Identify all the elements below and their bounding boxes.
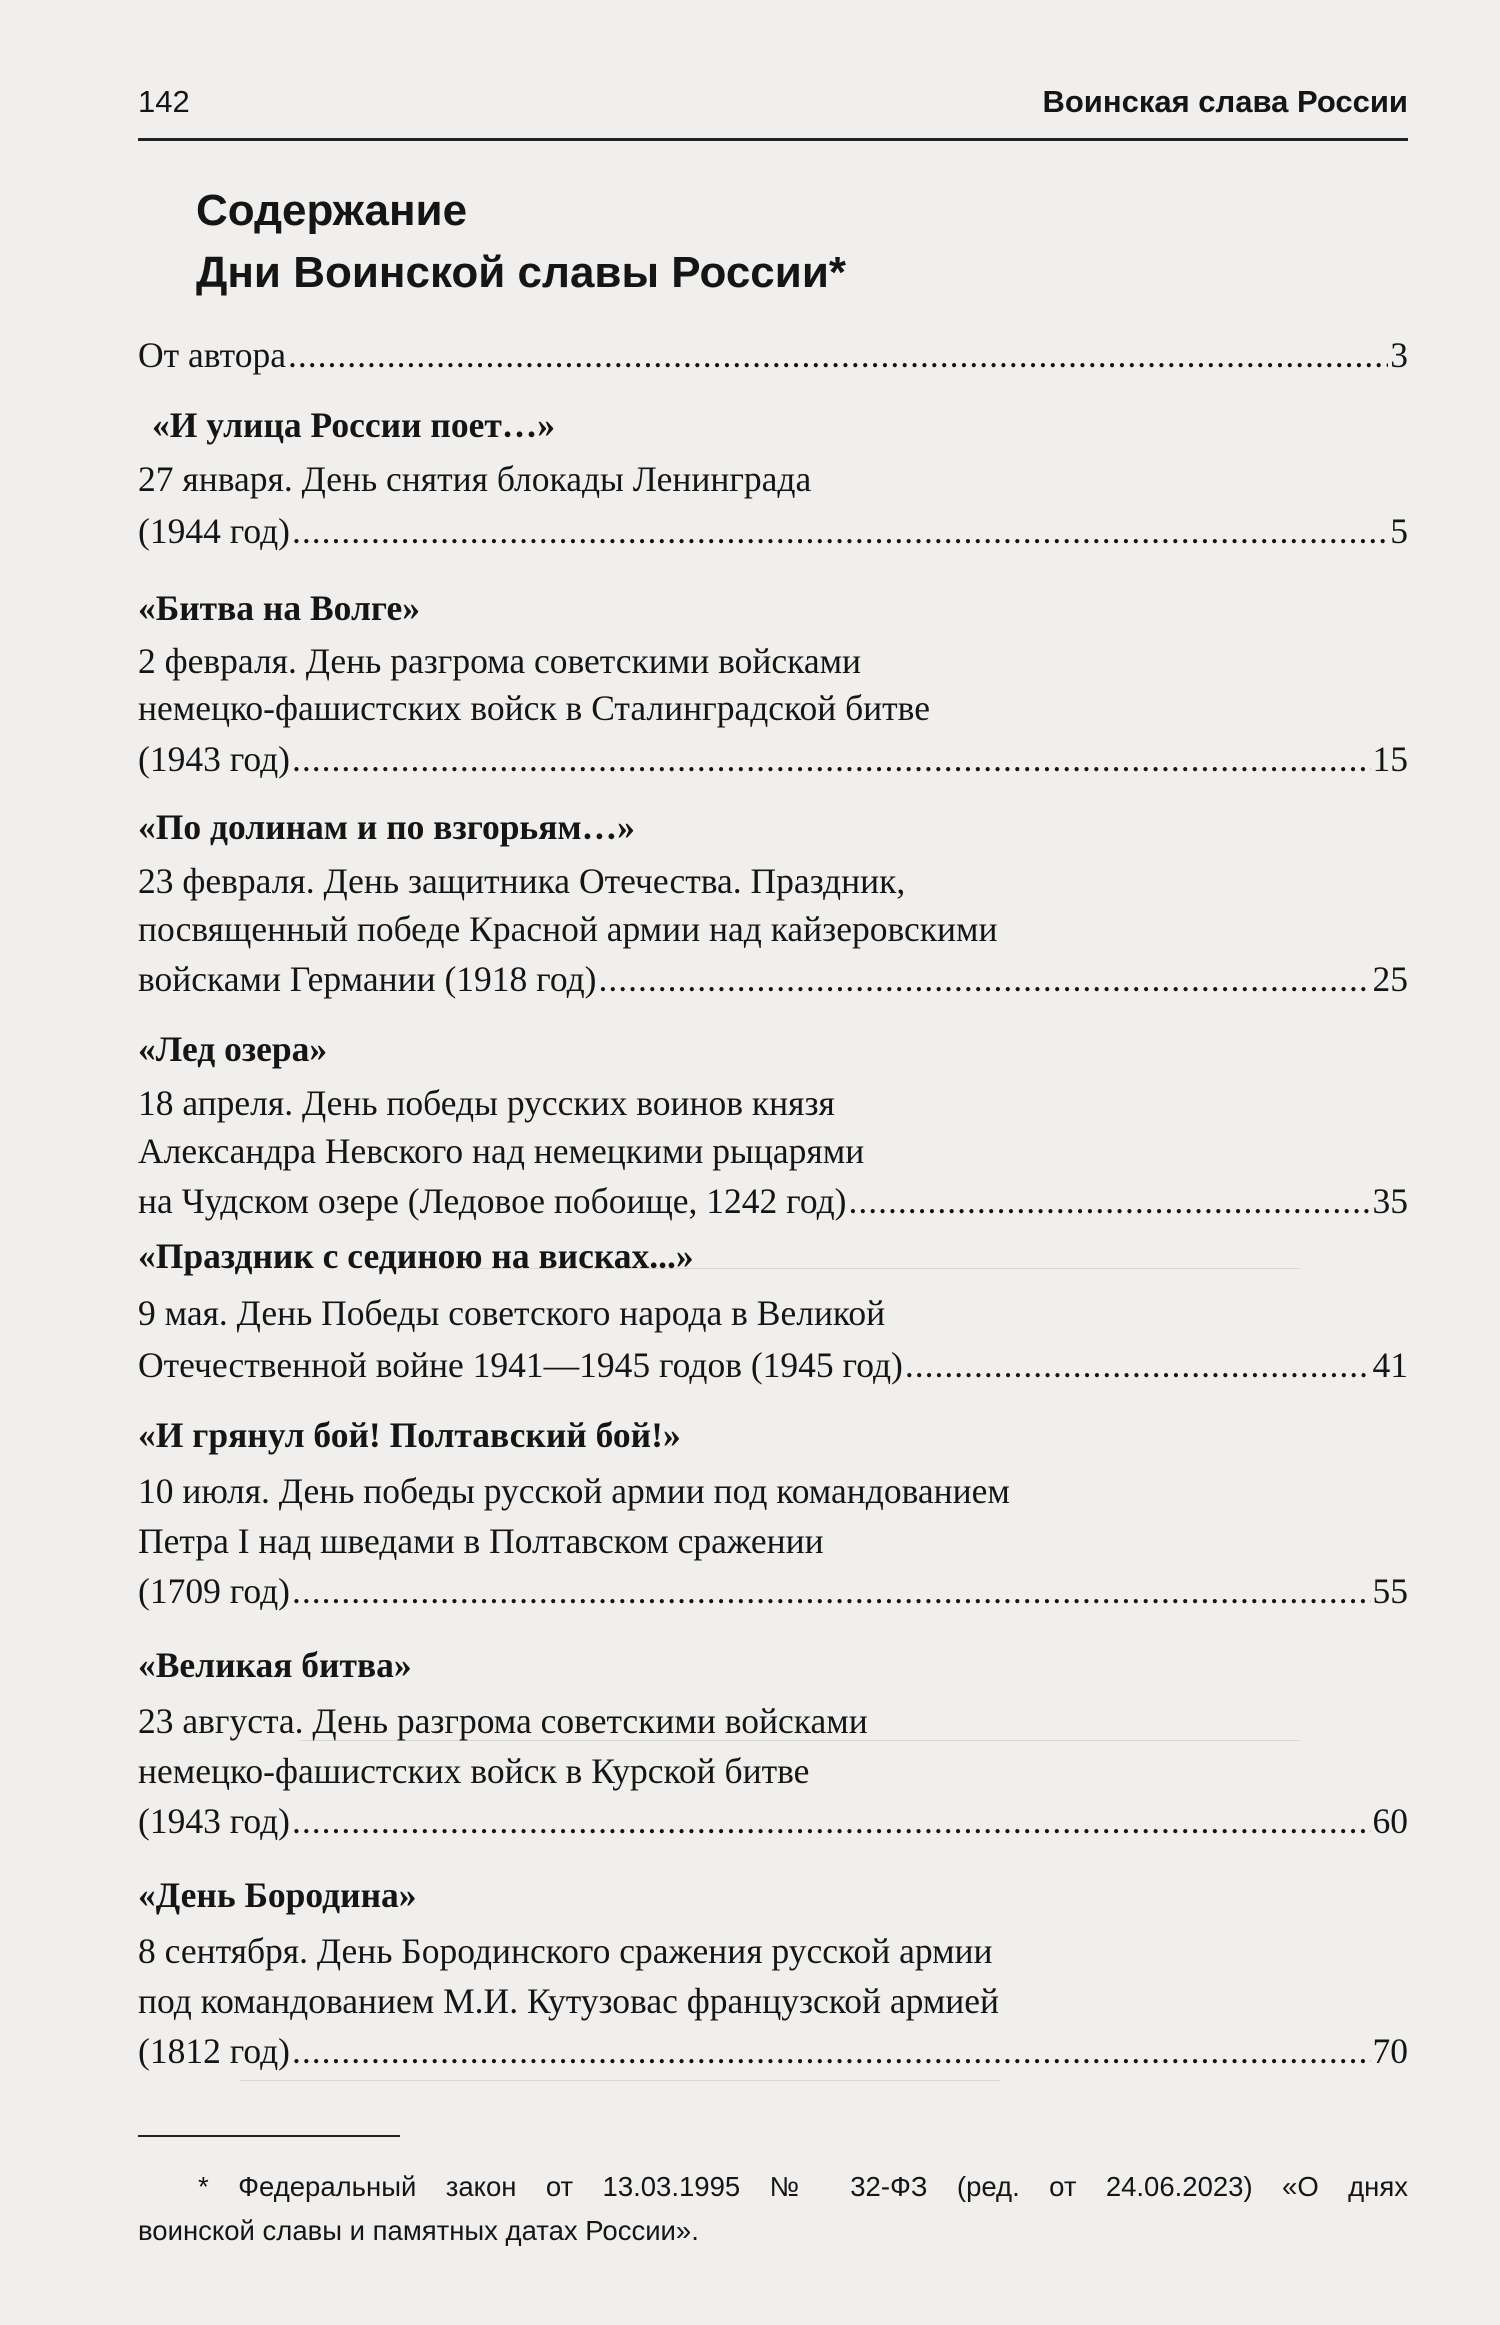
toc-entry-last-line: (1709 год) — [138, 1571, 290, 1611]
contents-heading — [196, 180, 1296, 304]
toc-entry-leader[interactable] — [138, 1798, 1408, 1844]
toc-section-line: 23 августа. День разгрома советскими войсками — [138, 1701, 868, 1741]
toc-entry-leader[interactable] — [138, 1568, 1408, 1614]
dot-leader — [598, 956, 1370, 1002]
bleed-through-rule — [240, 2080, 1000, 2081]
toc-section-line: посвященный победе Красной армии над кайзеровскими — [138, 909, 998, 949]
book-title: Воинская слава России — [1042, 84, 1408, 119]
toc-entry-leader[interactable] — [138, 508, 1408, 554]
header-rule — [138, 138, 1408, 141]
toc-section-line: 2 февраля. День разгрома советскими войсками — [138, 641, 862, 681]
toc-page-number: 35 — [1372, 1181, 1408, 1221]
toc-section-line: 10 июля. День победы русской армии под командованием — [138, 1471, 1010, 1511]
toc-section-epigraph: «И грянул бой! Полтавский бой!» — [138, 1415, 681, 1455]
toc-entry-last-line: (1944 год) — [138, 511, 290, 551]
toc-page-number: 60 — [1372, 1801, 1408, 1841]
toc-section-epigraph: «Лед озера» — [138, 1029, 328, 1069]
toc-page-number: 55 — [1372, 1571, 1408, 1611]
dot-leader — [848, 1178, 1370, 1224]
toc-entry-author[interactable] — [138, 332, 1408, 378]
toc-section-epigraph: «Битва на Волге» — [138, 588, 421, 628]
toc-section-line: 27 января. День снятия блокады Ленинграда — [138, 459, 812, 499]
toc-entry-last-line: (1943 год) — [138, 739, 290, 779]
toc-section-line: под командованием М.И. Кутузовас французской армией — [138, 1981, 1000, 2021]
footnote-line: воинской славы и памятных датах России». — [138, 2215, 699, 2246]
toc-entry-last-line: Отечественной войне 1941—1945 годов (1945 год) — [138, 1345, 903, 1385]
toc-section-line: немецко-фашистских войск в Курской битве — [138, 1751, 810, 1791]
dot-leader — [292, 1798, 1371, 1844]
contents-subtitle: Дни Воинской славы России* — [196, 248, 846, 297]
contents-title: Содержание — [196, 186, 468, 235]
toc-section-epigraph: «И улица России поет…» — [152, 405, 556, 445]
toc-entry-last-line: (1812 год) — [138, 2031, 290, 2071]
toc-section-line: Петра I над шведами в Полтавском сражении — [138, 1521, 824, 1561]
toc-entry-leader[interactable] — [138, 2028, 1408, 2074]
toc-section-line: Александра Невского над немецкими рыцарями — [138, 1131, 865, 1171]
toc-page-number: 15 — [1372, 739, 1408, 779]
toc-entry-leader[interactable] — [138, 736, 1408, 782]
dot-leader — [905, 1342, 1371, 1388]
footnote — [138, 2165, 1408, 2253]
footnote-line: * Федеральный закон от 13.03.1995 № 32-ФЗ (ред. от 24.06.2023) «О днях — [198, 2171, 1408, 2202]
toc-entry-leader[interactable] — [138, 956, 1408, 1002]
toc-section-epigraph: «День Бородина» — [138, 1875, 417, 1915]
toc-section-line: 8 сентября. День Бородинского сражения русской армии — [138, 1931, 993, 1971]
toc-page-number: 3 — [1390, 335, 1408, 375]
toc-section-epigraph: «По долинам и по взгорьям…» — [138, 807, 635, 847]
running-head — [138, 82, 1408, 130]
toc-entry-leader[interactable] — [138, 1342, 1408, 1388]
toc-section-line: 23 февраля. День защитника Отечества. Праздник, — [138, 861, 906, 901]
footnote-rule — [138, 2135, 400, 2137]
toc-section-line: немецко-фашистских войск в Сталинградской битве — [138, 688, 930, 728]
toc-entry-title: От автора — [138, 335, 286, 375]
toc-page-number: 5 — [1390, 511, 1408, 551]
toc-page-number: 70 — [1372, 2031, 1408, 2071]
toc-entry-last-line: войсками Германии (1918 год) — [138, 959, 597, 999]
toc-section-line: 9 мая. День Победы советского народа в Великой — [138, 1293, 886, 1333]
toc-page-number: 41 — [1372, 1345, 1408, 1385]
toc-page-number: 25 — [1372, 959, 1408, 999]
dot-leader — [292, 2028, 1371, 2074]
toc-section-epigraph: «Праздник с сединою на висках...» — [138, 1236, 694, 1276]
toc-section-epigraph: «Великая битва» — [138, 1645, 412, 1685]
dot-leader — [292, 736, 1371, 782]
page-number: 142 — [138, 84, 190, 119]
toc-entry-leader[interactable] — [138, 1178, 1408, 1224]
toc-entry-last-line: на Чудском озере (Ледовое побоище, 1242 год) — [138, 1181, 847, 1221]
dot-leader — [292, 1568, 1371, 1614]
dot-leader — [292, 508, 1388, 554]
toc-section-line: 18 апреля. День победы русских воинов князя — [138, 1083, 835, 1123]
dot-leader — [288, 332, 1388, 378]
toc-entry-last-line: (1943 год) — [138, 1801, 290, 1841]
